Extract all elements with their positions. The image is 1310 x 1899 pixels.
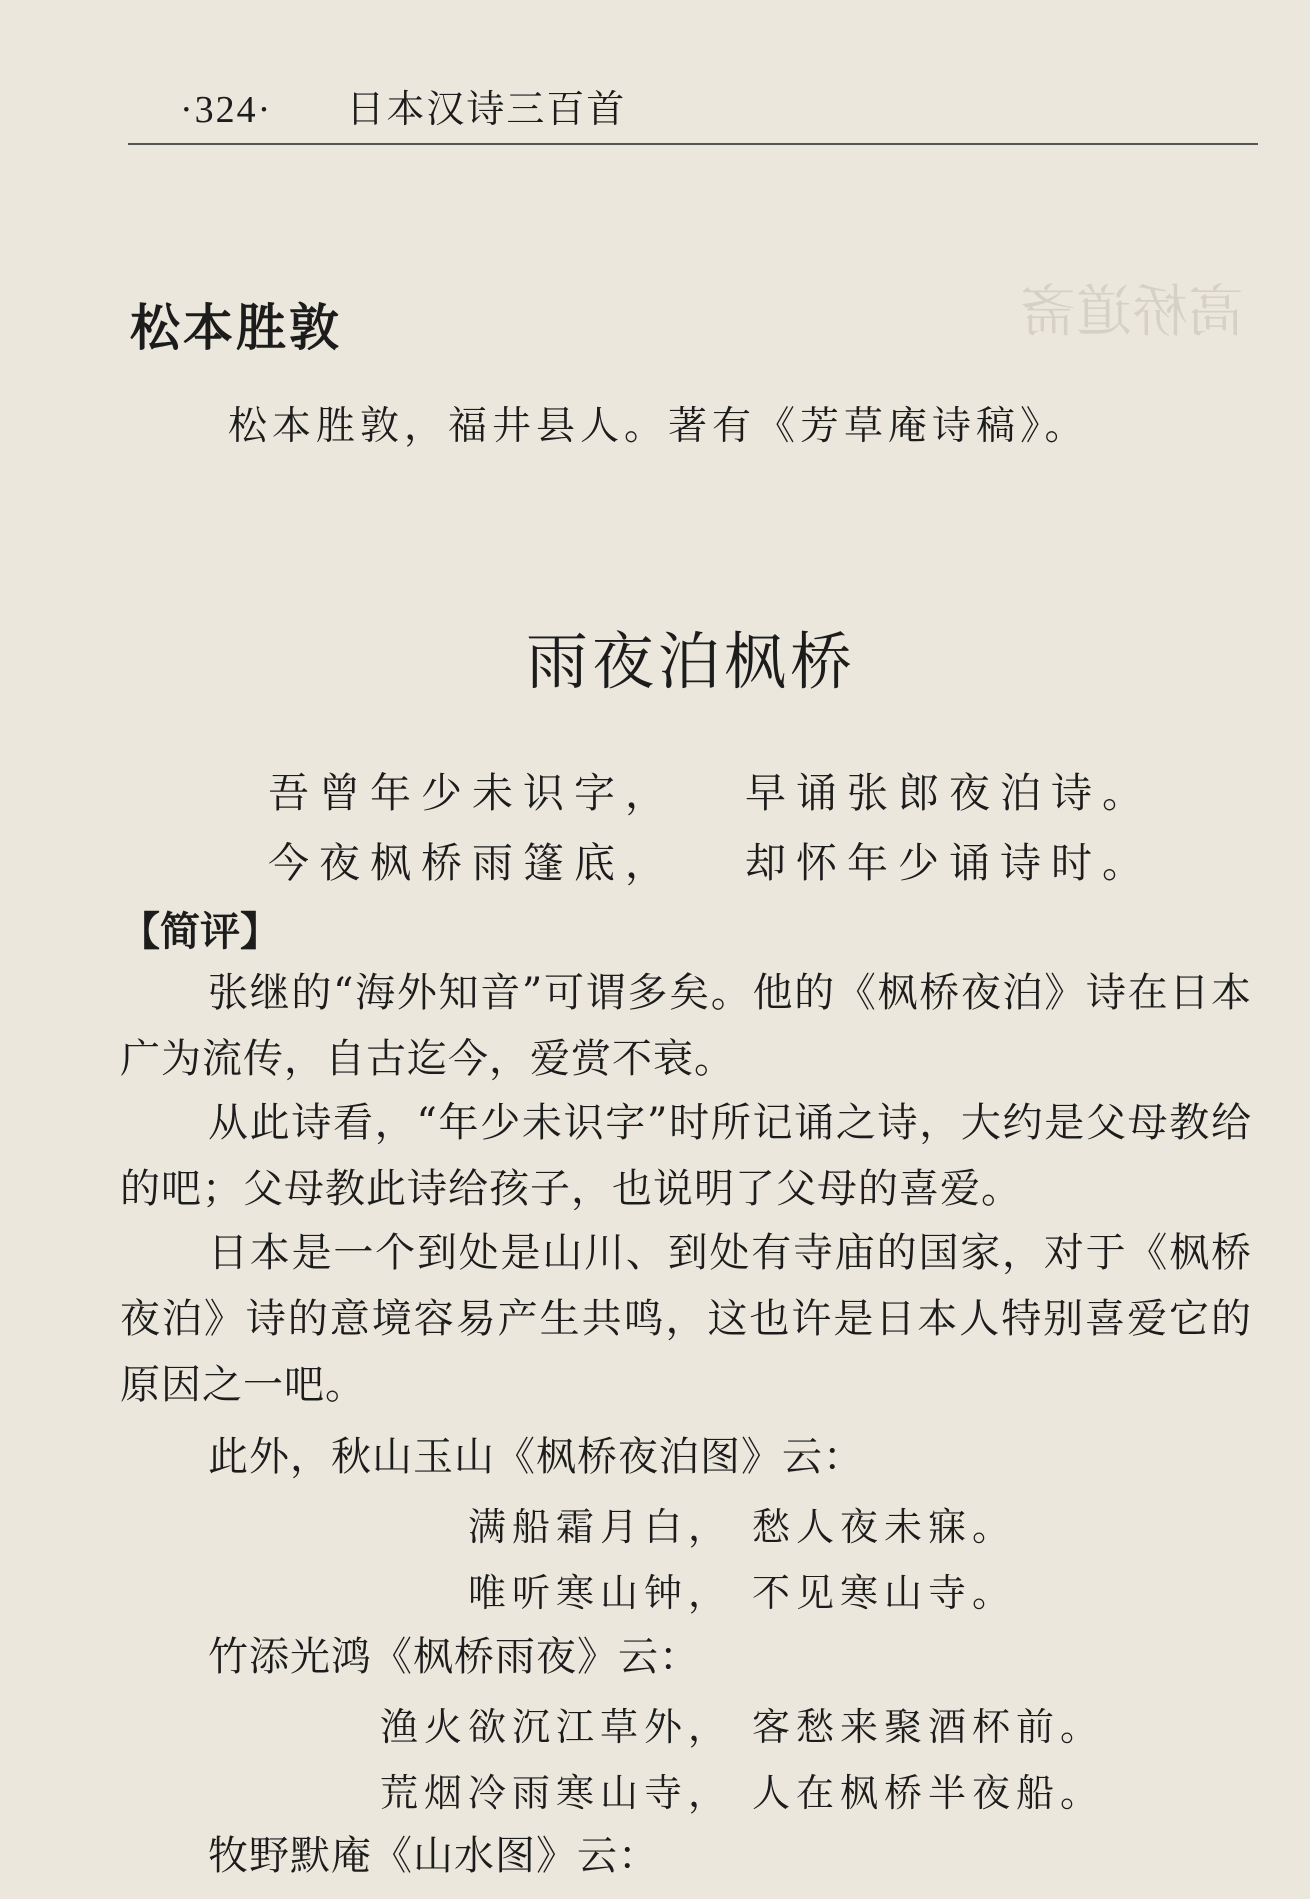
commentary-paragraph: 日本是一个到处是山川、到处有寺庙的国家，对于《枫桥夜泊》诗的意境容易产生共鸣，这也许是日本人特别喜爱它的原因之一吧。 [120, 1230, 1252, 1408]
quote-line: 人在枫桥半夜船。 [752, 1771, 1105, 1815]
poem-line-2-left: 今夜枫桥雨篷底， [268, 839, 676, 887]
author-bio: 松本胜敦，福井县人。著有《芳草庵诗稿》。 [228, 404, 1089, 449]
quote-intro: 牧野默庵《山水图》云： [208, 1833, 659, 1879]
quote-line: 唯听寒山钟， [468, 1571, 733, 1615]
author-name: 松本胜敦 [130, 299, 342, 357]
bleed-through-text: 高桥道斋 [1020, 280, 1244, 345]
quote-line: 客愁来聚酒杯前。 [752, 1705, 1105, 1749]
commentary-paragraph: 从此诗看，“年少未识字”时所记诵之诗，大约是父母教给的吧；父母教此诗给孩子，也说明了父母的喜爱。 [120, 1100, 1252, 1212]
poem-line-2-right: 却怀年少诵诗时。 [745, 839, 1153, 887]
header-rule [128, 143, 1258, 145]
poem-title: 雨夜泊枫桥 [525, 625, 856, 698]
running-header [180, 78, 626, 133]
poem-line-1-right: 早诵张郎夜泊诗。 [745, 769, 1153, 817]
commentary-paragraph: 张继的“海外知音”可谓多矣。他的《枫桥夜泊》诗在日本广为流传，自古迄今，爱赏不衰。 [120, 970, 1252, 1082]
book-title: 日本汉诗三百首 [346, 87, 627, 131]
page-number: ·324· [180, 89, 273, 131]
commentary-label: 【简评】 [120, 909, 280, 955]
quote-line: 愁人夜未寐。 [752, 1505, 1017, 1549]
quote-line: 满船霜月白， [468, 1505, 733, 1549]
quote-line: 荒烟冷雨寒山寺， [380, 1771, 733, 1815]
poem-line-1-left: 吾曾年少未识字， [268, 769, 676, 817]
quote-line: 不见寒山寺。 [752, 1571, 1017, 1615]
quote-intro: 竹添光鸿《枫桥雨夜》云： [208, 1634, 700, 1680]
quote-line: 渔火欲沉江草外， [380, 1705, 733, 1749]
quote-intro: 此外，秋山玉山《枫桥夜泊图》云： [208, 1434, 864, 1480]
